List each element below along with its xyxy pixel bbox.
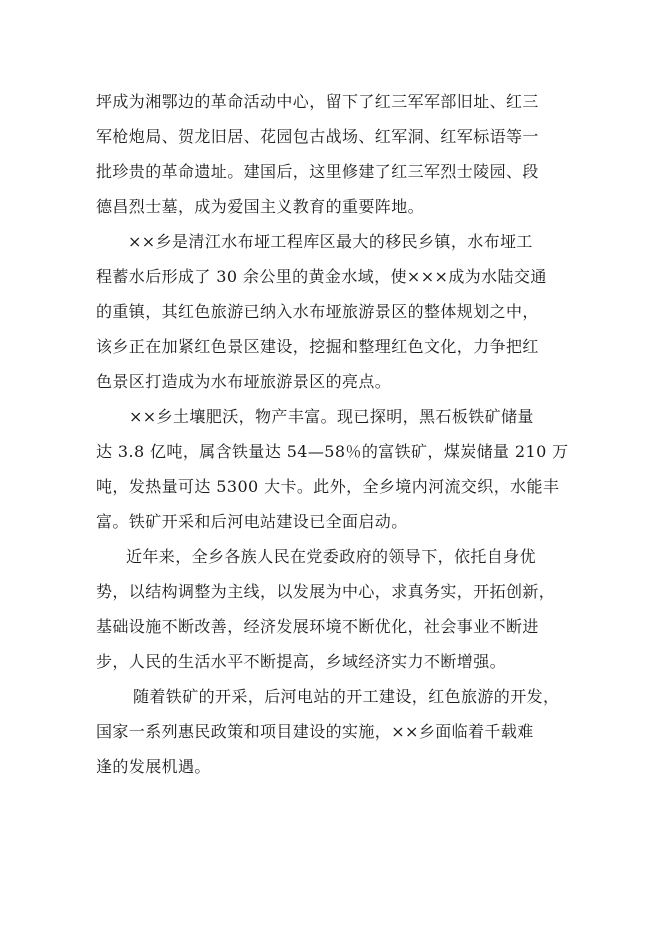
text-line: 富。铁矿开采和后河电站建设已全面启动。 — [96, 512, 408, 531]
paragraph-revolutionary-sites — [96, 84, 562, 224]
text-line: 逢的发展机遇。 — [96, 757, 211, 776]
document-body — [96, 84, 569, 784]
text-line: 的重镇，其红色旅游已纳入水布垭旅游景区的整体规划之中， — [96, 302, 539, 321]
paragraph-opportunity — [96, 679, 562, 784]
paragraph-development — [96, 539, 562, 679]
paragraph-reservoir-tourism — [96, 224, 562, 399]
text-line: 基础设施不断改善，经济发展环境不断优化，社会事业不断进 — [96, 617, 539, 636]
text-line: 色景区打造成为水布垭旅游景区的亮点。 — [96, 372, 392, 391]
text-line: 程蓄水后形成了 30 余公里的黄金水域，使×××成为水陆交通 — [96, 267, 547, 286]
text-line: 势，以结构调整为主线，以发展为中心，求真务实，开拓创新， — [96, 582, 556, 601]
text-line: ××乡土壤肥沃，物产丰富。现已探明，黑石板铁矿储量 — [129, 407, 534, 426]
text-line: 国家一系列惠民政策和项目建设的实施，××乡面临着千载难 — [96, 722, 534, 741]
text-line: 批珍贵的革命遗址。建国后，这里修建了红三军烈士陵园、段 — [96, 162, 539, 181]
text-line: 步，人民的生活水平不断提高，乡域经济实力不断增强。 — [96, 652, 507, 671]
text-line: 吨，发热量可达 5300 大卡。此外，全乡境内河流交织，水能丰 — [96, 477, 560, 496]
text-line: 军枪炮局、贺龙旧居、花园包古战场、红军洞、红军标语等一 — [96, 127, 539, 146]
text-line: 坪成为湘鄂边的革命活动中心，留下了红三军军部旧址、红三 — [96, 92, 539, 111]
text-line: ××乡是清江水布垭工程库区最大的移民乡镇，水布垭工 — [128, 232, 533, 251]
text-line: 随着铁矿的开采，后河电站的开工建设，红色旅游的开发， — [133, 687, 560, 706]
text-line: 该乡正在加紧红色景区建设，挖掘和整理红色文化，力争把红 — [96, 337, 539, 356]
paragraph-resources — [96, 399, 569, 539]
text-line: 近年来，全乡各族人民在党委政府的领导下，依托自身优 — [126, 547, 537, 566]
text-line: 德昌烈士墓，成为爱国主义教育的重要阵地。 — [96, 197, 425, 216]
text-line: 达 3.8 亿吨，属含铁量达 54—58％的富铁矿，煤炭储量 210 万 — [96, 442, 569, 461]
